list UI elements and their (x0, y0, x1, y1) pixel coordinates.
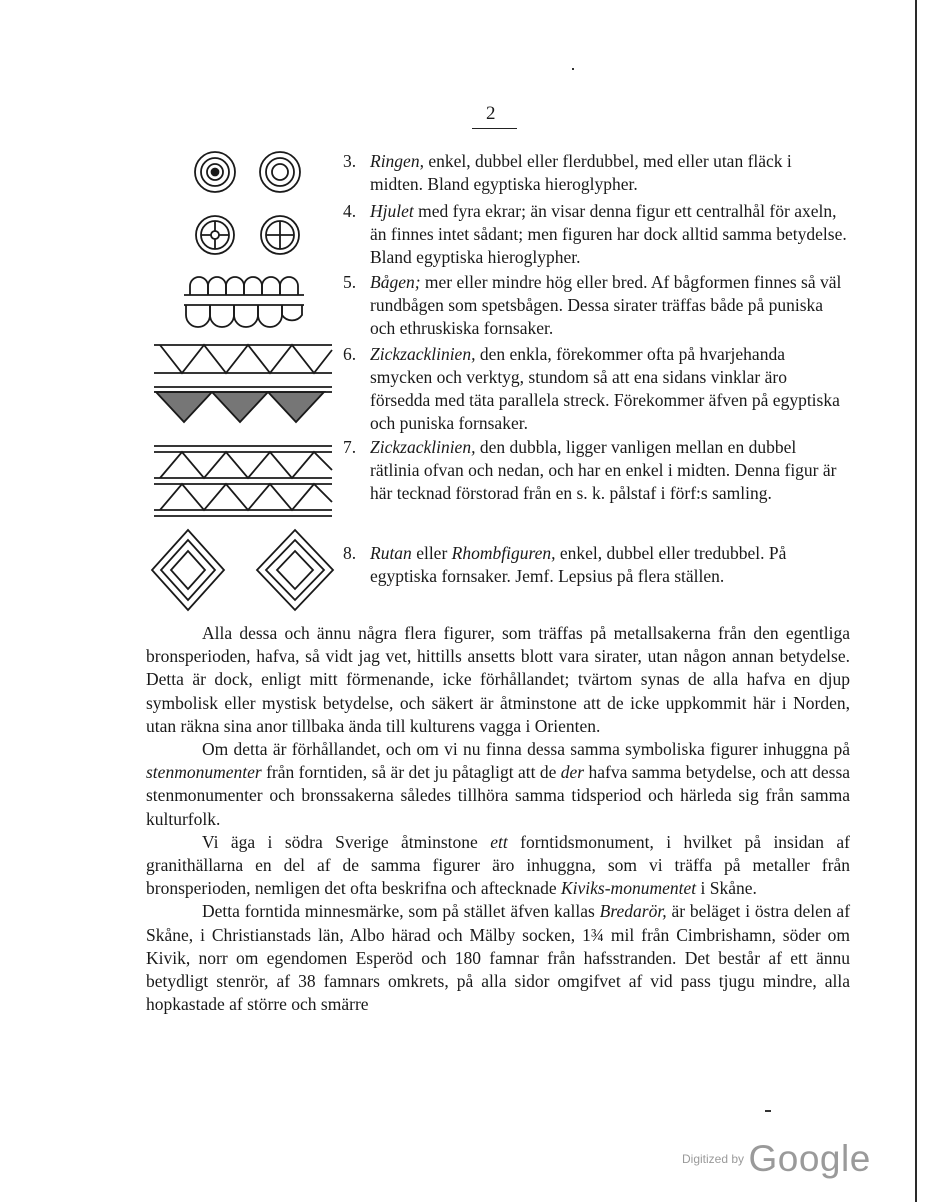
wheel-figure-with-hub (196, 216, 234, 254)
paragraph (146, 831, 850, 901)
paragraph (146, 738, 850, 831)
item-text: den dubbla, ligger vanligen mellan en dubbel rätlinia ofvan och nedan, och har en enkel i midten. Denna figur är här tecknad förstorad från en s. k. pålstaf i förf:s samling. (370, 437, 837, 503)
paragraph: Alla dessa och ännu några flera figurer, som träffas på metallsakerna från den egentliga bronsperioden, hafva, så vidt jag vet, hittills ansetts blott vara sirater, utan någon annan betydelse. Detta är dock, enligt mitt förmenande, icke förhållandet; tvärtom synas de alla hafva en djup symbolisk eller mystisk betydelse, och säkert är åtminstone att de icke uppkommit här i Norden, utan räkna sina anor tillbaka ända till kulturens vagga i Orienten. (146, 623, 850, 736)
ring-figure-with-dot (195, 152, 235, 192)
list-item (343, 150, 848, 196)
item-text: mer eller mindre hög eller bred. Af bågformen finnes så väl rundbågen som spetsbågen. Dessa sirater träffas både på puniska och ethruskiska fornsaker. (370, 272, 842, 338)
item-number: 8. (343, 543, 357, 563)
text-run: forntidsmonument, i hvilket på insidan af granithällarna en del af de samma figurer äro inhuggna, som vi träffa på metaller från bronsperioden, nemligen det ofta beskrifna och aftecknade (146, 831, 851, 899)
list-item (343, 200, 848, 269)
item-text: med fyra ekrar; än visar denna figur ett centralhål för axeln, än finnes intet sådant; men figuren har dock alltid samma betydelse. Bland egyptiska hieroglypher. (370, 201, 847, 267)
item-number: 3. (343, 151, 357, 171)
italic-run: Kiviks-monumentet (560, 878, 697, 899)
google-logo-text: Google (748, 1138, 871, 1179)
text-run: Om detta är förhållandet, och om vi nu finna dessa samma symboliska figurer inhuggna på (202, 739, 850, 760)
italic-run: der (560, 762, 585, 783)
text-run: Detta forntida minnesmärke, som på stället äfven kallas (202, 901, 595, 922)
ornament-figures (140, 140, 355, 620)
list-item (343, 271, 848, 340)
ring-figure-concentric (260, 152, 300, 192)
zigzag-double-figure (154, 446, 332, 516)
figures-column (140, 140, 355, 620)
wheel-figure (261, 216, 299, 254)
speck (572, 68, 574, 70)
item-number: 7. (343, 437, 357, 457)
page-edge-line (915, 0, 917, 1202)
item-text: enkel, dubbel eller flerdubbel, med eller utan fläck i midten. Bland egyptiska hieroglypher. (370, 151, 792, 194)
item-number: 5. (343, 272, 357, 292)
page-number: 2 (486, 103, 496, 124)
page-number-rule (472, 128, 517, 129)
digitized-watermark (682, 1138, 871, 1180)
body-text (146, 622, 850, 1016)
italic-run: stenmonumenter (146, 762, 262, 783)
item-heading-alt: Rhombfiguren, (451, 543, 556, 563)
rhomb-figure-left (152, 530, 224, 610)
item-text-connector: eller (416, 543, 448, 563)
list-item (343, 436, 848, 505)
item-number: 4. (343, 201, 357, 221)
italic-run: Bredarör, (599, 901, 667, 922)
item-heading: Hjulet (370, 201, 414, 221)
item-heading: Ringen, (370, 151, 424, 171)
text-run: är beläget i östra delen af Skåne, i Christianstads län, Albo härad och Mälby socken, 1¾ mil från Cimbrishamn, söder om Kivik, norr om egendomen Esperöd och 180 famnar från hafsstranden. Det består af ett ännu betydligt stenrör, af 38 famnars omkrets, på alla sidor omgifvet af vid pass tjugu mindre, alla hopkastade af större och smärre (146, 901, 851, 1015)
item-text: enkel, dubbel eller tredubbel. På egyptiska fornsaker. Jemf. Lepsius på flera ställen. (370, 543, 787, 586)
rhomb-figure-right (257, 530, 333, 610)
arch-figure (184, 277, 304, 327)
zigzag-single-figure (154, 345, 332, 422)
list-item (343, 343, 848, 435)
item-heading: Bågen; (370, 272, 421, 292)
item-heading: Zickzacklinien, (370, 344, 476, 364)
italic-run: ett (490, 831, 508, 852)
item-heading: Rutan (370, 543, 412, 563)
paragraph (146, 900, 850, 1016)
speck (765, 1110, 771, 1112)
text-run: hafva samma betydelse, och att dessa stenmonumenter och bronssakerna således tillhöra samma tidsperiod och härleda sig från samma kulturfolk. (146, 762, 851, 829)
list-item (343, 542, 848, 588)
text-run: Vi äga i södra Sverige åtminstone (202, 831, 478, 852)
text-run: från forntiden, så är det ju påtagligt att de (266, 762, 557, 783)
item-heading: Zickzacklinien, (370, 437, 476, 457)
watermark-small-text: Digitized by (682, 1152, 745, 1166)
item-number: 6. (343, 344, 357, 364)
text-run: i Skåne. (700, 878, 757, 899)
item-text: den enkla, förekommer ofta på hvarjehanda smycken och verktyg, stundom så att ena sidans vinklar äro försedda med täta parallela streck. Förekommer äfven på egyptiska och puniska fornsaker. (370, 344, 840, 433)
